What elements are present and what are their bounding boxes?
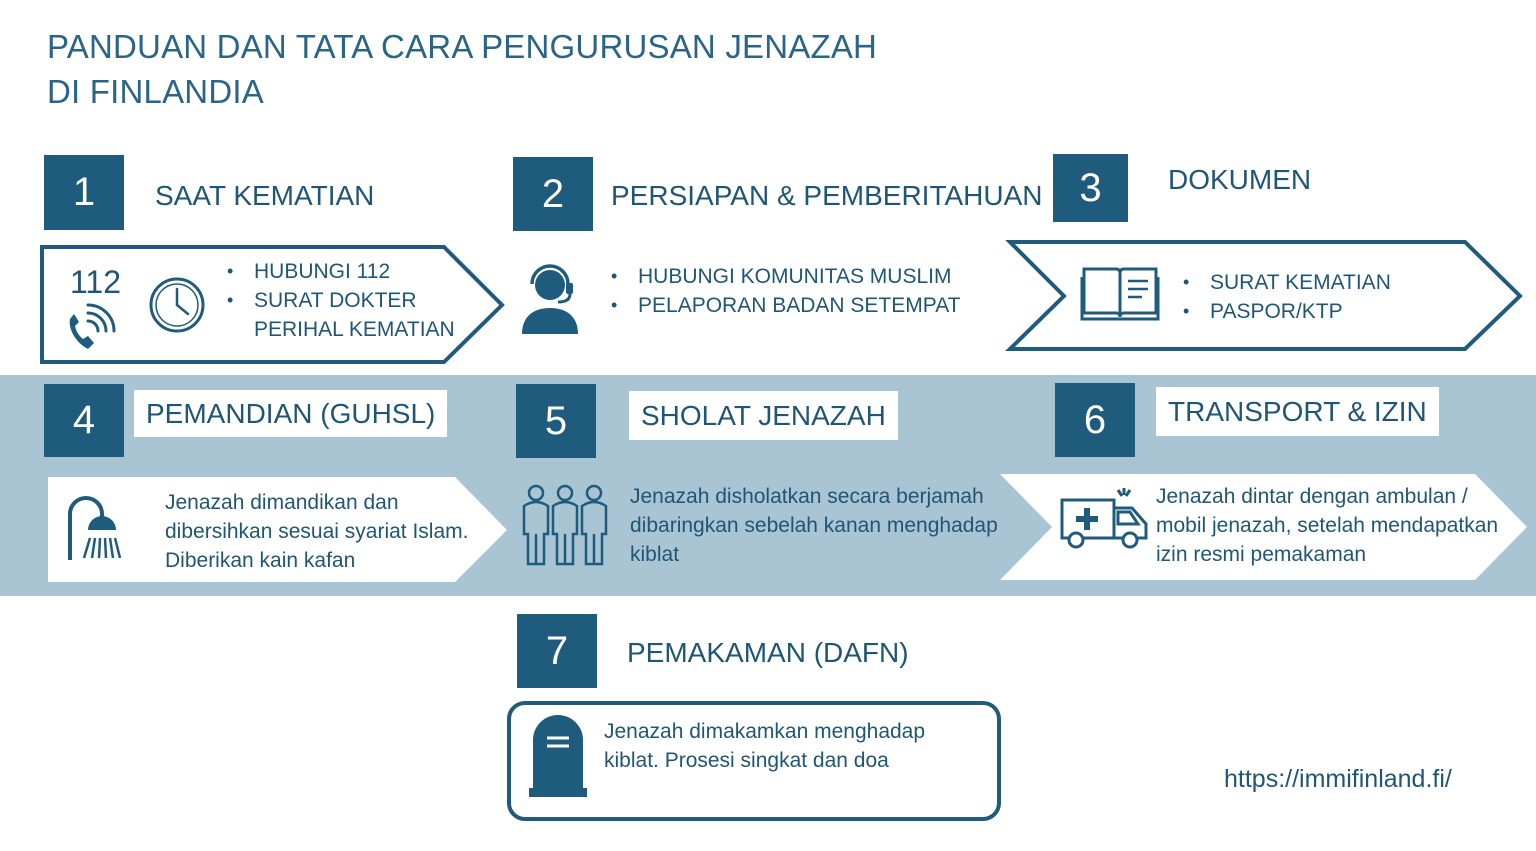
- step-1-number: 1: [44, 155, 124, 230]
- text-line: Jenazah dimandikan dan: [165, 491, 399, 514]
- text-line: Jenazah dintar dengan ambulan /: [1156, 485, 1468, 508]
- step-5-description: [630, 482, 998, 569]
- step-4-description: [165, 488, 468, 575]
- step-2-bullets: [608, 262, 960, 320]
- source-url[interactable]: https://immifinland.fi/: [1224, 765, 1452, 793]
- step-5-title: SHOLAT JENAZAH: [629, 391, 898, 440]
- list-item: • HUBUNGI KOMUNITAS MUSLIM: [608, 262, 960, 291]
- text-line: kiblat. Prosesi singkat dan doa: [604, 749, 889, 772]
- step-2-number: 2: [513, 157, 593, 231]
- step-7-number: 7: [517, 614, 597, 688]
- list-item: • PELAPORAN BADAN SETEMPAT: [608, 291, 960, 320]
- phone-icon: [62, 303, 118, 359]
- title-line-1: PANDUAN DAN TATA CARA PENGURUSAN JENAZAH: [47, 28, 878, 65]
- step-4-number: 4: [44, 384, 124, 457]
- text-line: dibersihkan sesuai syariat Islam.: [165, 520, 469, 543]
- step-3-title: DOKUMEN: [1168, 164, 1312, 195]
- list-item: • SURAT KEMATIAN: [1180, 268, 1391, 297]
- step-2-title: PERSIAPAN & PEMBERITAHUAN: [611, 180, 1043, 211]
- step-6-number: 6: [1055, 383, 1135, 457]
- step-5-number: 5: [516, 384, 596, 458]
- step-1-bullets: [224, 257, 455, 344]
- step-3-number: 3: [1053, 154, 1128, 222]
- ambulance-icon: [1058, 486, 1150, 550]
- emergency-number: 112: [70, 264, 122, 300]
- clock-icon: [148, 276, 206, 334]
- list-item: • SURAT DOKTER: [224, 286, 455, 315]
- list-item: • PASPOR/KTP: [1180, 297, 1391, 326]
- step-7-title: PEMAKAMAN (DAFN): [627, 637, 909, 668]
- text-line: Jenazah dimakamkan menghadap: [604, 720, 926, 743]
- step-6-description: [1156, 482, 1498, 569]
- gravestone-icon: [527, 714, 589, 798]
- text-line: Diberikan kain kafan: [165, 549, 356, 572]
- step-4-title: PEMANDIAN (GUHSL): [134, 390, 447, 437]
- step-1-title: SAAT KEMATIAN: [155, 180, 375, 211]
- text-line: dibaringkan sebelah kanan menghadap: [630, 514, 998, 537]
- text-line: mobil jenazah, setelah mendapatkan: [1156, 514, 1499, 537]
- headset-person-icon: [518, 264, 582, 336]
- list-item: • HUBUNGI 112: [224, 257, 455, 286]
- text-line: kiblat: [630, 543, 680, 566]
- list-item-continuation: PERIHAL KEMATIAN: [254, 318, 455, 341]
- open-book-icon: [1080, 263, 1160, 323]
- text-line: izin resmi pemakaman: [1156, 543, 1367, 566]
- step-3-bullets: [1180, 268, 1391, 326]
- shower-icon: [62, 490, 132, 562]
- text-line: Jenazah disholatkan secara berjamah: [630, 485, 984, 508]
- step-6-title: TRANSPORT & IZIN: [1156, 387, 1439, 436]
- step-7-description: [604, 717, 925, 775]
- title-line-2: DI FINLANDIA: [47, 73, 264, 110]
- group-people-icon: [519, 484, 611, 566]
